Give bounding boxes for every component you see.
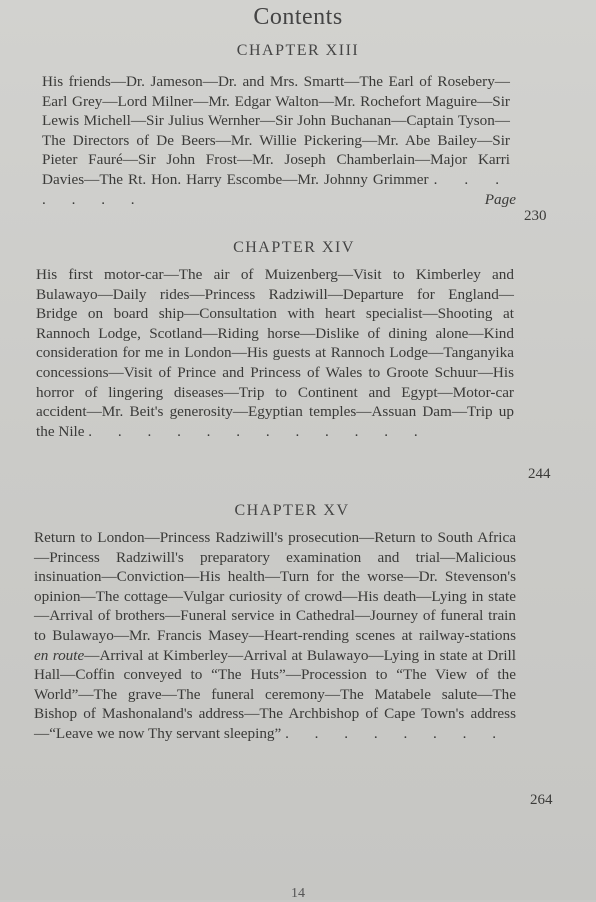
chapter-synopsis-continued: —Arrival at Kimberley—Arrival at Bulawayo—Lying in state at Drill Hall—Coffin conveyed to “The Huts”—Procession to “The View of the World”—The grave—The funeral ceremony—The Matabele salute—The Bishop of Mashonaland's address—The Archbishop of Cape Town's address—“Leave we now Thy servant sleeping” <box>34 646 516 742</box>
chapter-heading: CHAPTER XIV <box>233 239 355 256</box>
page-number: 264 <box>530 792 553 808</box>
chapter-entry <box>36 265 514 441</box>
italic-phrase: en route <box>34 646 85 664</box>
folio: 14 <box>291 886 305 901</box>
dot-leader: . . . . . . . . <box>285 724 508 742</box>
page-label: Page <box>484 190 516 208</box>
chapter-heading: CHAPTER XV <box>234 502 350 519</box>
chapter-entry <box>42 72 516 209</box>
chapter-synopsis: Return to London—Princess Radziwill's prosecution—Return to South Africa—Princess Radziwill's preparatory examination and trial—Malicious insinuation—Conviction—His health—Turn for the worse—Dr. Stevenson's opinion—The cottage—Vulgar curiosity of crowd—His death—Lying in state—Arrival of brothers—Funeral service in Cathedral—Journey of funeral train to Bulawayo—Mr. Francis Masey—Heart-rending scenes at railway-stations <box>34 529 516 644</box>
dot-leader: . . . . . . . <box>42 170 511 208</box>
chapter-entry <box>34 528 516 744</box>
chapter-synopsis: His friends—Dr. Jameson—Dr. and Mrs. Smartt—The Earl of Rosebery—Earl Grey—Lord Milner—Mr. Edgar Walton—Mr. Rochefort Maguire—Sir Lewis Michell—Sir Julius Wernher—Sir John Buchanan—Captain Tyson—The Directors of De Beers—Mr. Willie Pickering—Mr. Abe Bailey—Sir Pieter Fauré—Sir John Frost—Mr. Joseph Chamberlain—Major Karri Davies—The Rt. Hon. Harry Escombe—Mr. Johnny Grimmer <box>42 73 510 188</box>
chapter-synopsis: His first motor-car—The air of Muizenberg—Visit to Kimberley and Bulawayo—Daily rides—Princess Radziwill—Departure for England—Bridge on board ship—Consultation with heart specialist—Shooting at Rannoch Lodge, Scotland—Riding horse—Dislike of dining alone—Kind consideration for me in London—His guests at Rannoch Lodge—Tanganyika concessions—Visit of Prince and Princess of Wales to Groote Schuur—His horror of lingering diseases—Trip to Continent and Egypt—Motor-car accident—Mr. Beit's generosity—Egyptian temples—Assuan Dam—Trip up the Nile <box>36 266 514 440</box>
page-number: 244 <box>528 466 551 482</box>
page-number: 230 <box>524 208 547 224</box>
dot-leader: . . . . . . . . . . . . <box>88 422 429 440</box>
page-title: Contents <box>253 4 343 30</box>
chapter-heading: CHAPTER XIII <box>236 42 360 59</box>
